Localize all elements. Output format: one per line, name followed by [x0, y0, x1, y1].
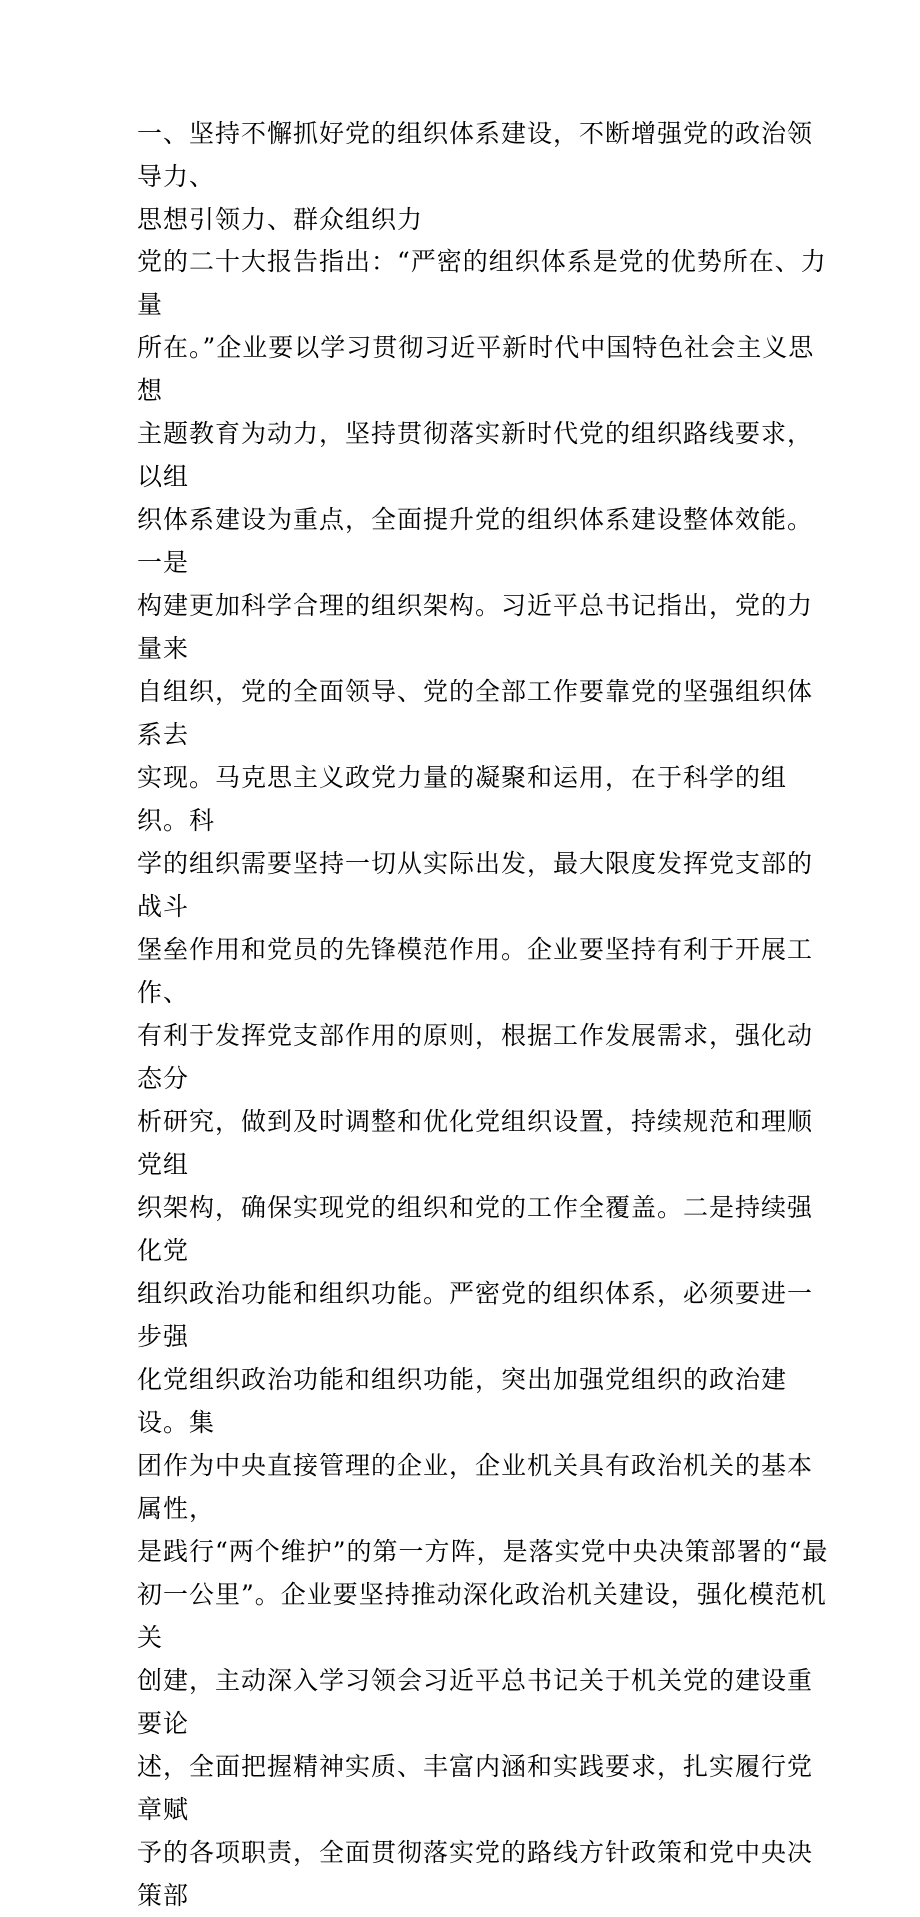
body-paragraph: 党的二十大报告指出：“严密的组织体系是党的优势所在、力量 所在。”企业要以学习贯彻习近平新时代中国特色社会主义思想 主题教育为动力，坚持贯彻落实新时代党的组织路线要求，以组 织体系建设为重点，全面提升党的组织体系建设整体效能。一是 构建更加科学合理的组织架构。习近平总书记指出，党的力量来 自组织，党的全面领导、党的全部工作要靠党的坚强组织体系去 实现。马克思主义政党力量的凝聚和运用，在于科学的组织。科 学的组织需要坚持一切从实际出发，最大限度发挥党支部的战斗 堡垒作用和党员的先锋模范作用。企业要坚持有利于开展工作、 有利于发挥党支部作用的原则，根据工作发展需求，强化动态分 析研究，做到及时调整和优化党组织设置，持续规范和理顺党组 织架构，确保实现党的组织和党的工作全覆盖。二是持续强化党 组织政治功能和组织功能。严密党的组织体系，必须要进一步强 化党组织政治功能和组织功能，突出加强党组织的政治建设。集 团作为中央直接管理的企业，企业机关具有政治机关的基本属性， 是践行“两个维护”的第一方阵，是落实党中央决策部署的“最 初一公里”。企业要坚持推动深化政治机关建设，强化模范机关 创建，主动深入学习领会习近平总书记关于机关党的建设重要论 述，全面把握精神实质、丰富内涵和实践要求，扎实履行党章赋 予的各项职责，全面贯彻落实党的路线方针政策和党中央决策部	[137, 247, 829, 1910]
section-heading: 一、坚持不懈抓好党的组织体系建设，不断增强党的政治领导力、 思想引领力、群众组织力	[137, 119, 814, 234]
